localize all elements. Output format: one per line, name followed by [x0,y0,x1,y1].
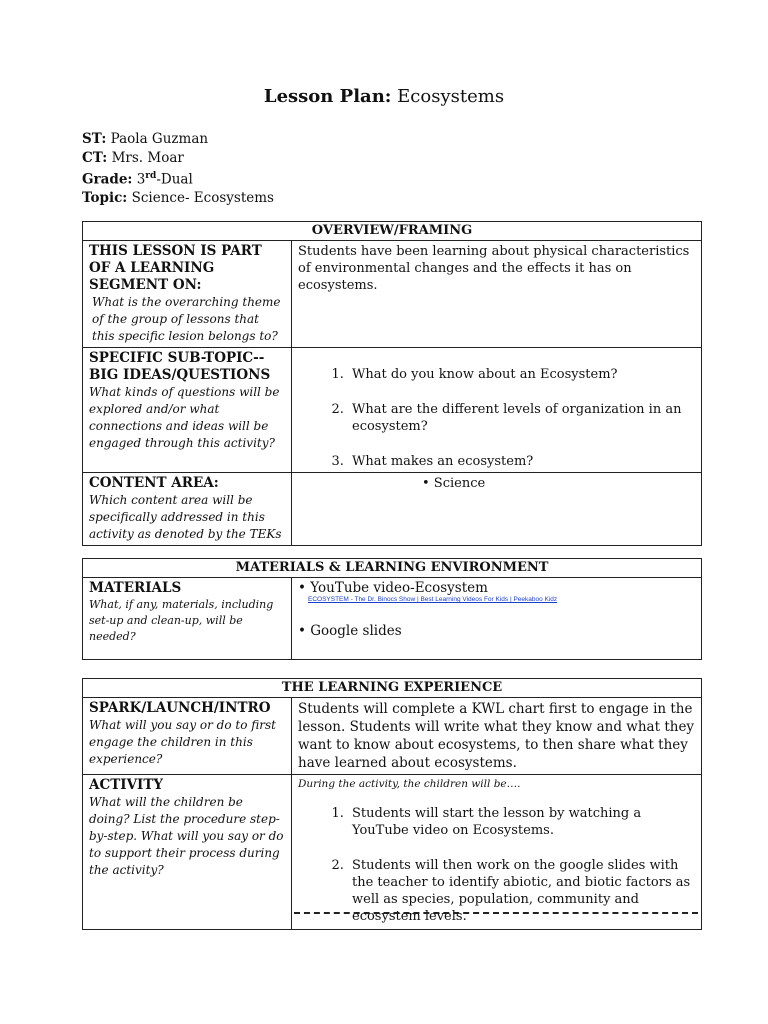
materials-item: • YouTube video-Ecosystem [298,580,488,596]
cell-bottom-dashed-border [294,912,698,914]
spark-cell [83,698,292,775]
grade-sup: rd [145,171,157,181]
experience-table [82,678,702,930]
materials-label: MATERIALS [89,580,182,596]
grade-label: Grade: [82,171,133,188]
overview-table [82,221,702,546]
title-label: Lesson Plan: [263,86,392,107]
subtopic-questions-cell [292,348,702,473]
materials-header: MATERIALS & LEARNING ENVIRONMENT [83,559,702,578]
content-area-value: • Science [292,473,702,546]
st-label: ST: [82,131,107,147]
activity-intro: During the activity, the children will be…. [298,778,521,790]
materials-cell [83,578,292,660]
ct-label: CT: [82,149,108,166]
page-title [0,86,768,107]
grade-line [82,167,274,189]
grade-num: 3 [136,171,146,188]
ct-line [82,149,274,168]
segment-label: THIS LESSON IS PART OF A LEARNING SEGMENT ON: [89,243,262,293]
video-link[interactable]: ECOSYSTEM - The Dr. Binocs Show | Best Learning Videos For Kids | Peekaboo Kidz [308,596,558,603]
topic-label: Topic: [82,190,128,206]
segment-content: Students have been learning about physical characteristics of environmental changes and the effects it has on ecosystems. [292,241,702,348]
segment-help: What is the overarching theme of the group of lessons that this specific lesion belongs to? [92,295,281,343]
spark-help: What will you say or do to first engage the children in this experience? [89,718,276,766]
title-value: Ecosystems [397,86,505,107]
experience-header: THE LEARNING EXPERIENCE [83,679,702,698]
activity-step: 1. Students will start the lesson by watching a YouTube video on Ecosystems. [348,805,695,839]
activity-content [292,775,702,930]
topic-line [82,189,274,208]
activity-help: What will the children be doing? List the procedure step-by-step. What will you say or do to support their process during the activity? [89,795,284,877]
materials-table [82,558,702,660]
content-area-label: CONTENT AREA: [89,475,219,491]
materials-help: What, if any, materials, including set-up and clean-up, will be needed? [89,598,274,643]
subtopic-cell [83,348,292,473]
activity-steps [298,805,695,925]
activity-label: ACTIVITY [89,777,164,793]
topic-value: Science- Ecosystems [131,190,274,206]
spark-content: Students will complete a KWL chart first to engage in the lesson. Students will write what they know and what they want to know about ecosystems, to then share what they have learned about ecosystems. [292,698,702,775]
ct-value: Mrs. Moar [111,149,184,166]
question-item: 3. What makes an ecosystem? [348,453,695,470]
question-item: 2. What are the different levels of organization in an ecosystem? [348,401,695,435]
activity-cell [83,775,292,930]
content-area-help: Which content area will be specifically addressed in this activity as denoted by the TEKs [89,493,282,541]
activity-step: 2. Students will then work on the google slides with the teacher to identify abiotic, and biotic factors as well as species, population, community and ecosystem levels. [348,857,695,925]
st-line [82,130,274,149]
subtopic-label: SPECIFIC SUB-TOPIC--BIG IDEAS/QUESTIONS [89,350,271,383]
grade-rest: -Dual [156,171,193,188]
st-value: Paola Guzman [110,131,209,147]
overview-header: OVERVIEW/FRAMING [83,222,702,241]
segment-cell [83,241,292,348]
materials-content [292,578,702,660]
questions-list [298,366,695,470]
materials-item: • Google slides [298,623,402,639]
spark-label: SPARK/LAUNCH/INTRO [89,700,271,716]
question-item: 1. What do you know about an Ecosystem? [348,366,695,383]
content-area-cell [83,473,292,546]
subtopic-help: What kinds of questions will be explored and/or what connections and ideas will be engaged through this activity? [89,385,280,450]
lesson-info [82,130,274,208]
